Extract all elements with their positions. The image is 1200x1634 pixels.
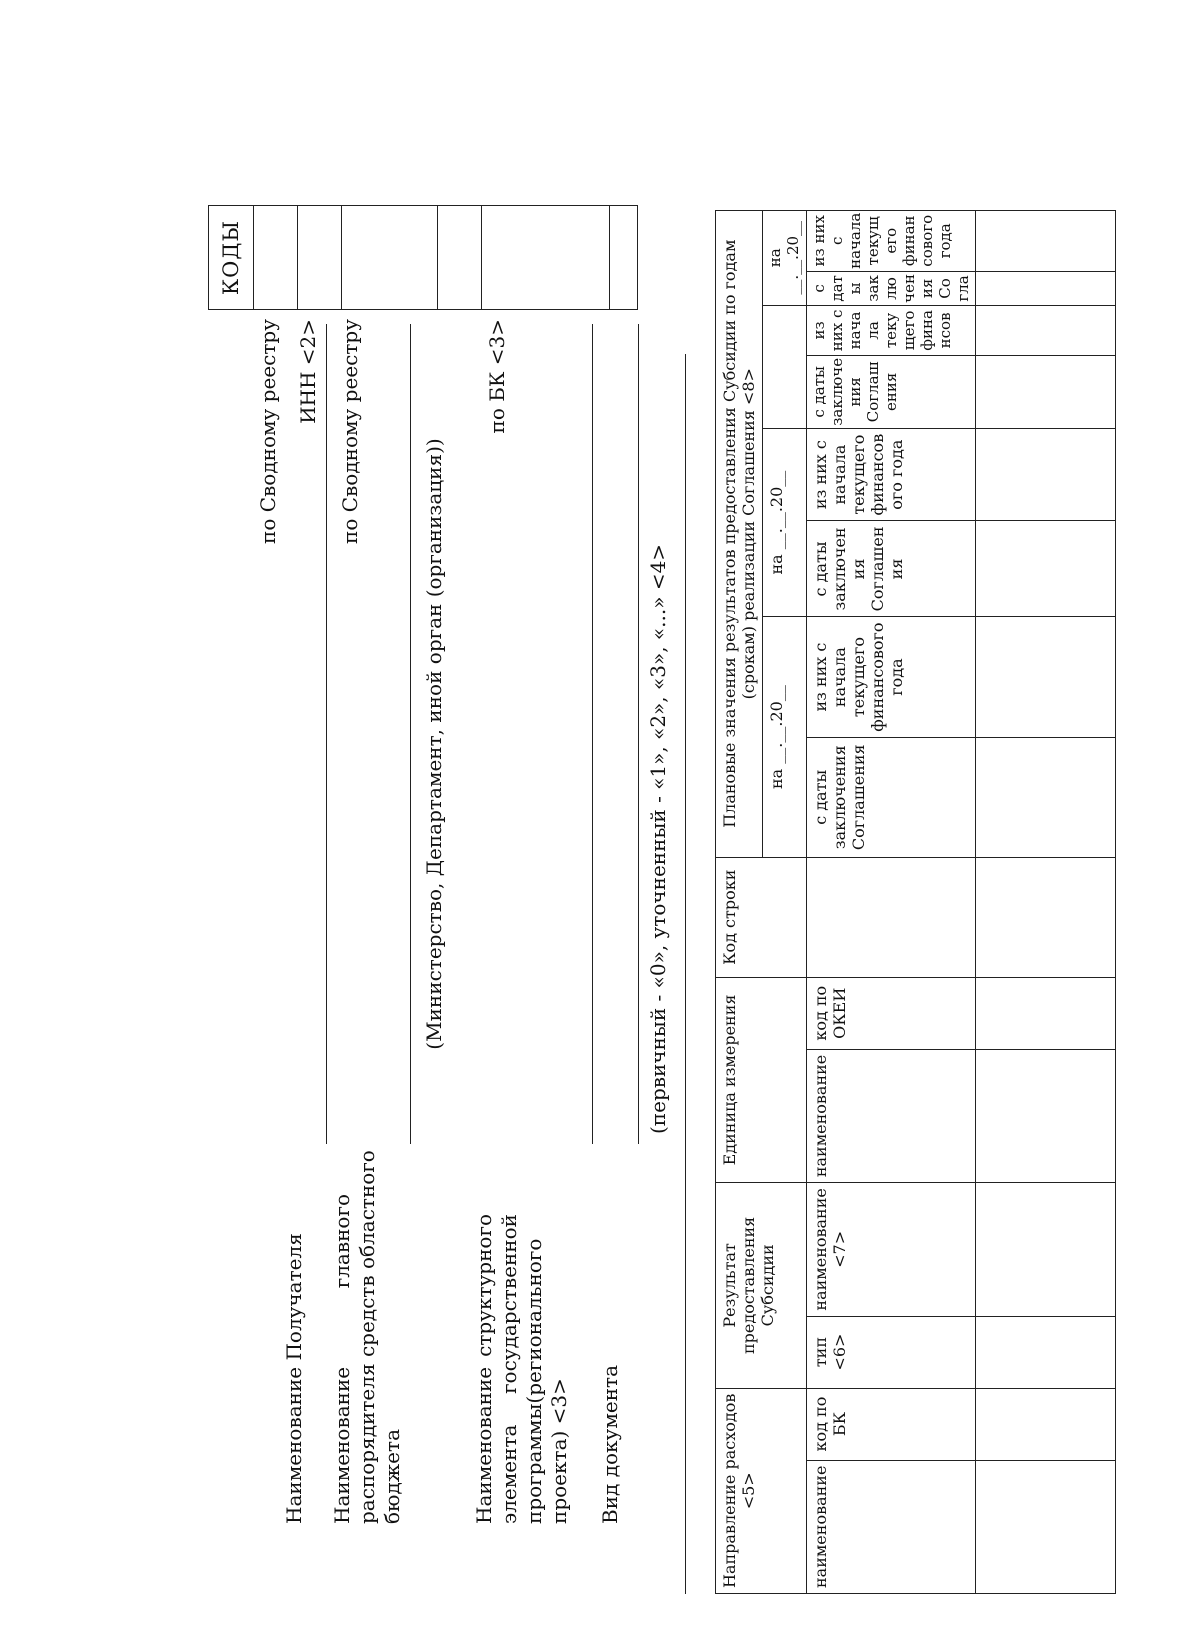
data-cell[interactable]	[976, 355, 1116, 428]
element-label: Наименование структурного элемента государственной программы (регионального проекта) <3>	[472, 1214, 571, 1524]
codes-row-label-register-2: по Сводному реестру	[338, 319, 362, 545]
col-unit-header: Единица измерения	[716, 977, 807, 1182]
code-cell-doc-type[interactable]	[609, 206, 637, 309]
code-cell-element[interactable]	[481, 206, 609, 309]
sub-since-year-1: из них с начала текущего финансового года	[807, 617, 976, 737]
col-code-header: Код строки	[716, 857, 807, 977]
data-cell[interactable]	[976, 1316, 1116, 1388]
recipient-label: Наименование Получателя	[282, 1233, 306, 1524]
col-direction-header: Направление расходов <5>	[716, 1388, 807, 1593]
sub-code-bk: код по БК	[807, 1388, 976, 1460]
data-cell[interactable]	[976, 977, 1116, 1049]
sub-okei-code: код по ОКЕИ	[807, 977, 976, 1049]
code-cell-bk[interactable]	[437, 206, 481, 309]
sub-since-sign-2: с даты заключен ия Соглашен ия	[807, 521, 976, 617]
period-2-header: на __.__.20__	[763, 428, 807, 617]
data-cell[interactable]	[976, 1183, 1116, 1316]
data-cell[interactable]	[976, 1388, 1116, 1460]
data-cell[interactable]	[976, 1049, 1116, 1182]
period-4-header: на __.__.20__	[763, 210, 807, 305]
data-cell[interactable]	[976, 271, 1116, 305]
data-cell[interactable]	[976, 428, 1116, 521]
period-1-header: на __.__.20__	[763, 617, 807, 857]
col-plan-header: Плановые значения результатов предоставления Субсидии по годам (срокам) реализации Соглашения <8>	[716, 210, 763, 857]
sub-since-sign-3: с даты заключе ния Соглаш ения	[807, 355, 976, 428]
codes-row-label-bk: по БК <3>	[485, 319, 509, 434]
codes-row-label-register: по Сводному реестру	[256, 319, 280, 545]
codes-title: КОДЫ	[219, 219, 243, 296]
sub-unit-name: наименование	[807, 1049, 976, 1182]
element-field-line	[592, 324, 593, 1144]
data-cell[interactable]	[976, 210, 1116, 271]
sub-result-name: наименование <7>	[807, 1183, 976, 1316]
results-table	[715, 210, 1116, 1594]
period-3-header	[763, 305, 807, 428]
data-cell[interactable]	[976, 521, 1116, 617]
code-cell-register-2[interactable]	[341, 206, 437, 309]
code-cell-register[interactable]	[253, 206, 297, 309]
data-cell[interactable]	[976, 305, 1116, 355]
sub-since-year-3: из них с нача ла теку щего фина нсов	[807, 305, 976, 355]
sub-since-sign-4: с дат ы зак лю чен ия Со гла	[807, 271, 976, 305]
data-cell[interactable]	[976, 857, 1116, 977]
recipient-field-line	[326, 324, 327, 1144]
manager-caption: (Министерство, Департамент, иной орган (организация))	[422, 438, 446, 1050]
doc-type-field-line	[638, 324, 639, 1144]
sub-code-blank	[807, 857, 976, 977]
code-cell-inn[interactable]	[297, 206, 341, 309]
sub-since-year-4: из них с начала текущ его финан сового года	[807, 210, 976, 271]
codes-box	[208, 205, 638, 310]
codes-row-label-inn: ИНН <2>	[296, 319, 320, 424]
doc-type-caption: (первичный - «0», уточненный - «1», «2», «3», «...» <4>	[646, 543, 670, 1134]
sub-result-type: тип <6>	[807, 1316, 976, 1388]
data-cell[interactable]	[976, 617, 1116, 737]
manager-label: Наименование главного распорядителя средств областного бюджета	[330, 1150, 404, 1524]
sub-since-year-2: из них с начала текущего финансов ого года	[807, 428, 976, 521]
sub-direction-name: наименование	[807, 1460, 976, 1593]
manager-field-line	[410, 324, 411, 1144]
sub-since-sign-1: с даты заключения Соглашения	[807, 737, 976, 857]
doc-type-label: Вид документа	[598, 1364, 622, 1524]
data-cell[interactable]	[976, 737, 1116, 857]
col-result-header: Результат предоставления Субсидии	[716, 1183, 807, 1388]
section-divider	[685, 354, 686, 1594]
data-cell[interactable]	[976, 1460, 1116, 1593]
